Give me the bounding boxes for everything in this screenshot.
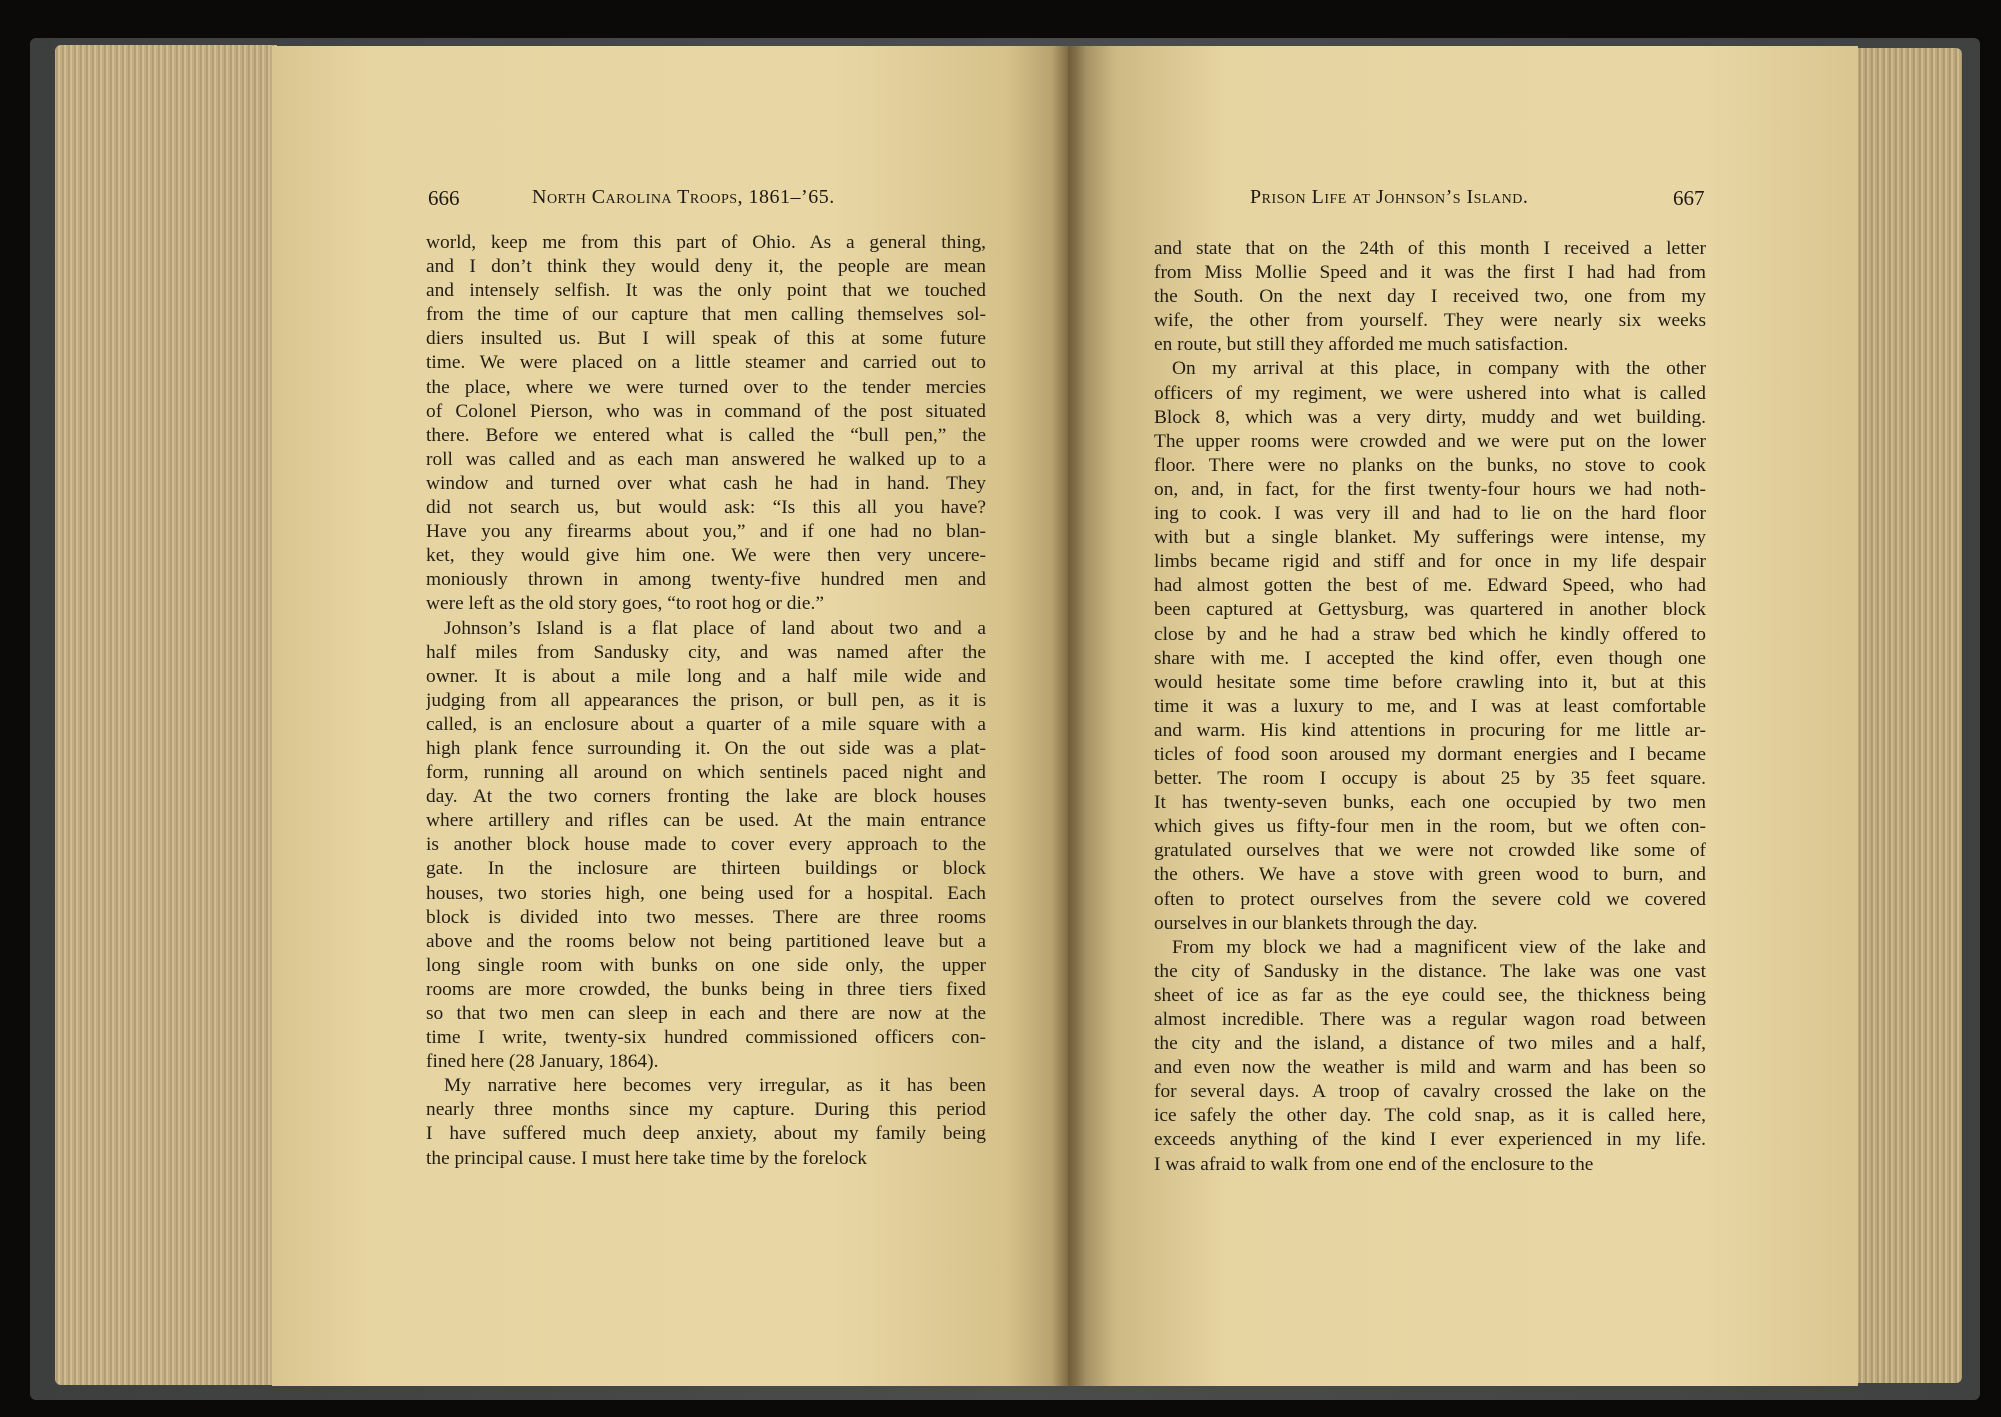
text-line: with but a single blanket. My sufferings were intense, my: [1154, 527, 1706, 549]
text-line: for several days. A troop of cavalry crossed the lake on the: [1154, 1081, 1706, 1103]
text-line: owner. It is about a mile long and a half mile wide and: [426, 665, 986, 687]
text-line: gate. In the inclosure are thirteen buildings or block: [426, 858, 986, 880]
left-page-header: [428, 186, 988, 216]
text-line: the city and the island, a distance of two miles and a half,: [1154, 1033, 1706, 1055]
text-line: and state that on the 24th of this month I received a letter: [1154, 238, 1706, 259]
text-line: time. We were placed on a little steamer and carried out to: [426, 352, 986, 374]
text-line: block is divided into two messes. There are three rooms: [426, 906, 986, 928]
text-line: It has twenty-seven bunks, each one occupied by two men: [1154, 792, 1706, 814]
text-line: so that two men can sleep in each and there are now at the: [426, 1003, 986, 1024]
text-line: exceeds anything of the kind I ever experienced in my life.: [1154, 1129, 1706, 1151]
text-line: day. At the two corners fronting the lake are block houses: [426, 786, 986, 808]
text-line: would hesitate some time before crawling into it, but at this: [1154, 671, 1706, 693]
text-line: form, running all around on which sentinels paced night and: [426, 762, 986, 784]
text-line: and warm. His kind attentions in procuring for me little ar-: [1154, 719, 1706, 741]
right-page-number: 667: [1673, 186, 1705, 210]
text-line: the city of Sandusky in the distance. The lake was one vast: [1154, 960, 1706, 982]
page-edges-right: [1852, 48, 1962, 1383]
text-line: on, and, in fact, for the first twenty-four hours we had noth-: [1154, 478, 1706, 500]
text-line: and even now the weather is mild and warm and has been so: [1154, 1057, 1706, 1079]
text-line: and I don’t think they would deny it, the people are mean: [426, 256, 986, 278]
text-line: ket, they would give him one. We were then very uncere-: [426, 545, 986, 567]
text-line: My narrative here becomes very irregular, as it has been: [444, 1075, 986, 1097]
text-line: often to protect ourselves from the severe cold we covered: [1154, 888, 1706, 910]
text-line: ticles of food soon aroused my dormant energies and I became: [1154, 743, 1706, 765]
text-line: rooms are more crowded, the bunks being in three tiers fixed: [426, 978, 986, 1000]
text-line: share with me. I accepted the kind offer, even though one: [1154, 647, 1706, 669]
text-line: nearly three months since my capture. During this period: [426, 1099, 986, 1121]
text-line: world, keep me from this part of Ohio. As a general thing,: [426, 232, 986, 253]
text-line: of Colonel Pierson, who was in command of the post situated: [426, 400, 986, 422]
text-line: did not search us, but would ask: “Is this all you have?: [426, 497, 986, 519]
text-line: limbs became rigid and stiff and for once in my life despair: [1154, 551, 1706, 573]
text-line: close by and he had a straw bed which he kindly offered to: [1154, 623, 1706, 645]
text-line: floor. There were no planks on the bunks, no stove to cook: [1154, 454, 1706, 476]
right-page-header: [1230, 186, 1790, 216]
text-line: roll was called and as each man answered he walked up to a: [426, 448, 986, 470]
text-line: time I write, twenty-six hundred commissioned officers con-: [426, 1027, 986, 1049]
right-running-head: Prison Life at Johnson’s Island.: [1250, 186, 1529, 208]
text-line: time it was a luxury to me, and I was at least comfortable: [1154, 695, 1706, 717]
text-line: the principal cause. I must here take time by the forelock: [426, 1147, 867, 1169]
text-line: high plank fence surrounding it. On the out side was a plat-: [426, 737, 986, 759]
right-page-body: [1154, 237, 1706, 1177]
text-line: is another block house made to cover every approach to the: [426, 834, 986, 856]
text-line: which gives us fifty-four men in the room, but we often con-: [1154, 816, 1706, 838]
text-line: I was afraid to walk from one end of the enclosure to the: [1154, 1153, 1594, 1175]
text-line: gratulated ourselves that we were not crowded like some of: [1154, 840, 1706, 862]
text-line: the place, where we were turned over to the tender mercies: [426, 376, 986, 398]
text-line: From my block we had a magnificent view of the lake and: [1172, 936, 1706, 958]
text-line: officers of my regiment, we were ushered into what is called: [1154, 382, 1706, 404]
text-line: houses, two stories high, one being used for a hospital. Each: [426, 882, 986, 904]
text-line: had almost gotten the best of me. Edward Speed, who had: [1154, 575, 1706, 597]
text-line: judging from all appearances the prison, or bull pen, as it is: [426, 689, 986, 711]
text-line: I have suffered much deep anxiety, about my family being: [426, 1123, 986, 1145]
text-line: Block 8, which was a very dirty, muddy and wet building.: [1154, 406, 1706, 428]
text-line: called, is an enclosure about a quarter of a mile square with a: [426, 713, 986, 735]
text-line: above and the rooms below not being partitioned leave but a: [426, 930, 986, 952]
book-gutter: [1052, 46, 1086, 1386]
text-line: Johnson’s Island is a flat place of land about two and a: [444, 617, 986, 639]
text-line: the South. On the next day I received two, one from my: [1154, 286, 1706, 308]
text-line: moniously thrown in among twenty-five hundred men and: [426, 569, 986, 591]
text-line: from the time of our capture that men calling themselves sol-: [426, 304, 986, 326]
text-line: fined here (28 January, 1864).: [426, 1051, 659, 1073]
text-line: diers insulted us. But I will speak of this at some future: [426, 328, 986, 350]
text-line: ing to cook. I was very ill and had to lie on the hard floor: [1154, 503, 1706, 525]
text-line: and intensely selfish. It was the only point that we touched: [426, 280, 986, 302]
text-line: window and turned over what cash he had in hand. They: [426, 472, 986, 494]
text-line: On my arrival at this place, in company with the other: [1172, 358, 1706, 380]
text-line: been captured at Gettysburg, was quartered in another block: [1154, 599, 1706, 621]
text-line: ourselves in our blankets through the day.: [1154, 912, 1478, 934]
text-line: better. The room I occupy is about 25 by 35 feet square.: [1154, 768, 1706, 790]
left-page-body: [426, 231, 986, 1171]
text-line: were left as the old story goes, “to root hog or die.”: [426, 593, 824, 615]
text-line: Have you any firearms about you,” and if one had no blan-: [426, 521, 986, 543]
text-line: from Miss Mollie Speed and it was the first I had had from: [1154, 262, 1706, 284]
text-line: almost incredible. There was a regular wagon road between: [1154, 1009, 1706, 1030]
left-running-head: North Carolina Troops, 1861–’65.: [532, 186, 835, 208]
text-line: half miles from Sandusky city, and was named after the: [426, 641, 986, 663]
text-line: where artillery and rifles can be used. At the main entrance: [426, 810, 986, 832]
text-line: The upper rooms were crowded and we were put on the lower: [1154, 430, 1706, 452]
left-page-number: 666: [428, 186, 460, 210]
text-line: ice safely the other day. The cold snap, as it is called here,: [1154, 1105, 1706, 1127]
text-line: en route, but still they afforded me much satisfaction.: [1154, 334, 1569, 356]
page-edges-left: [55, 45, 277, 1385]
text-line: wife, the other from yourself. They were nearly six weeks: [1154, 310, 1706, 332]
text-line: there. Before we entered what is called the “bull pen,” the: [426, 424, 986, 446]
text-line: sheet of ice as far as the eye could see, the thickness being: [1154, 984, 1706, 1006]
text-line: long single room with bunks on one side only, the upper: [426, 954, 986, 976]
text-line: the others. We have a stove with green wood to burn, and: [1154, 864, 1706, 886]
